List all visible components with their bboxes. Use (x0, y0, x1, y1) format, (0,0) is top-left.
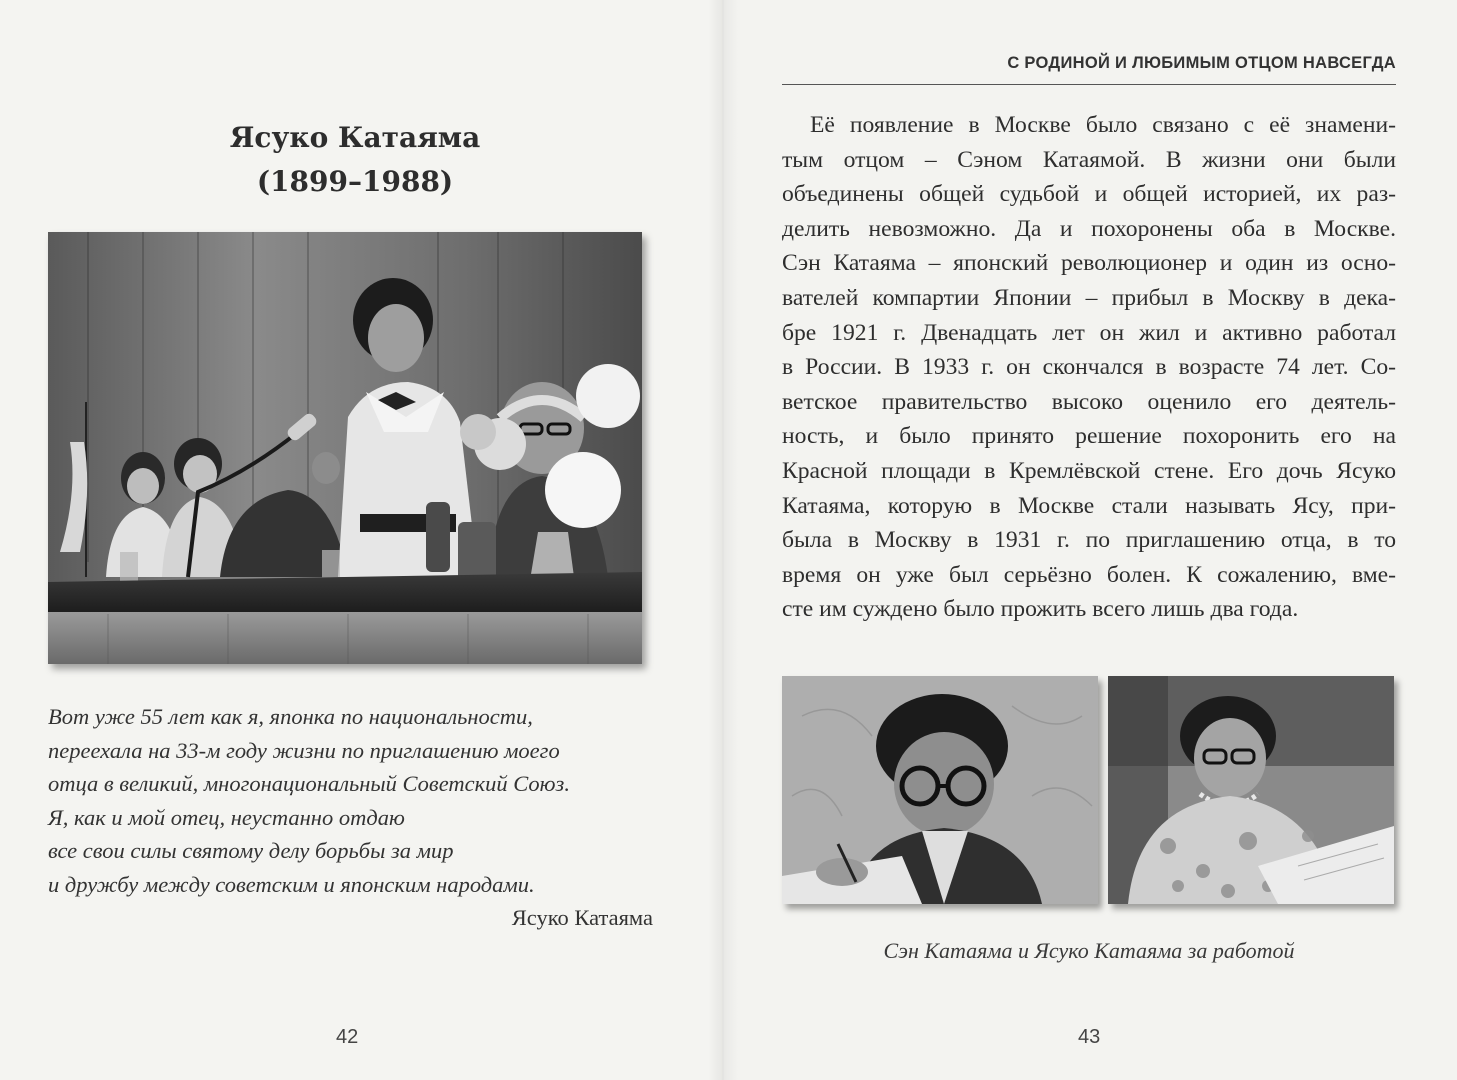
header-rule (782, 84, 1396, 85)
body-line: ность, и было принято решение похоронить его на (782, 423, 1396, 450)
body-line: сте им суждено было прожить всего лишь два года. (782, 596, 1299, 623)
quote-line: переехала на 33-м году жизни по приглашению моего (48, 737, 560, 763)
photo-man-writing-illustration (782, 676, 1098, 904)
quote-line: отца в великий, многонациональный Советский Союз. (48, 771, 570, 796)
body-line: объединены общей судьбой и общей историей, их раз- (782, 181, 1396, 208)
body-text (782, 108, 1396, 627)
body-line: тым отцом – Сэном Катаямой. В жизни они были (782, 146, 1396, 173)
body-line: Сэн Катаяма – японский революционер и один из осно- (782, 250, 1396, 277)
book-gutter (708, 0, 738, 1080)
photo-caption: Сэн Катаяма и Ясуко Катаяма за работой (883, 938, 1295, 963)
quote-line: Я, как и мой отец, неустанно отдаю (48, 804, 405, 830)
quote-line: Вот уже 55 лет как я, японка по национальности, (48, 704, 533, 729)
body-line: была в Москву в 1931 г. по приглашению отца, в то (782, 527, 1396, 554)
body-line: Красной площади в Кремлёвской стене. Его дочь Ясуко (782, 457, 1396, 484)
photo-podium-speech (48, 232, 642, 664)
body-line: Катаяма, которую в Москве стали называть Ясу, при- (782, 492, 1396, 519)
body-line: Её появление в Москве было связано с её знамени- (810, 112, 1396, 138)
body-line: вателей компартии Японии – прибыл в Москву в дека- (782, 284, 1396, 311)
running-head: С РОДИНОЙ И ЛЮБИМЫМ ОТЦОМ НАВСЕГДА (1007, 54, 1396, 72)
body-line: ветское правительство высоко оценило его деятель- (782, 388, 1396, 415)
body-line: делить невозможно. Да и похоронены оба в Москве. (782, 215, 1396, 242)
quote-line: все свои силы святому делу борьбы за мир (48, 838, 454, 863)
title-years: (1899–1988) (256, 165, 454, 198)
body-line: в России. В 1933 г. он скончался в возрасте 74 лет. Со- (782, 354, 1396, 381)
photo-yasuko-katayama (1108, 676, 1394, 904)
quote-author: Ясуко Катаяма (511, 905, 653, 930)
page-number-right: 43 (1078, 1026, 1101, 1048)
body-line: время он уже был серьёзно болен. К сожалению, вме- (782, 561, 1396, 588)
page-title (60, 116, 650, 204)
photo-woman-reading-illustration (1108, 676, 1394, 904)
page-number-left: 42 (336, 1026, 359, 1048)
quote-line: и дружбу между советским и японским народами. (48, 871, 535, 897)
photo-sen-katayama (782, 676, 1098, 904)
body-line: бре 1921 г. Двенадцать лет он жил и активно работал (782, 319, 1396, 346)
photo-podium-illustration (48, 232, 642, 664)
title-name: Ясуко Катаяма (229, 121, 481, 154)
quote-block (48, 700, 653, 935)
